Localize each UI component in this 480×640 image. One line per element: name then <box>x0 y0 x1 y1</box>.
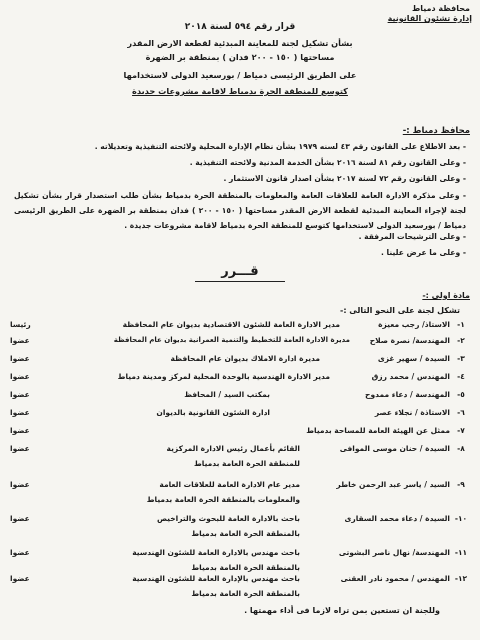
decree-heading: قـــرر <box>221 264 259 279</box>
member-role: رئيسا <box>10 320 31 329</box>
member-number: ١- <box>457 320 465 329</box>
governor-heading: محافظ دمياط :- <box>402 126 470 136</box>
preamble-item-4: - وعلى مذكرة الادارة العامة للعلاقات العامة والمعلومات بالمنطقة الحرة بدمياط بشأن طلب استصدار قرار بشأن تشكيل لجنة لإجراء المعاينة المبدئية لقطعة الارض المقدر مساحتها ( ١٥٠ - ٢٠٠ ) فدان بمنطقة بر الضهرة على الطريق الرئيسى دمياط / بورسعيد الدولى لاستخدامها كتوسع للمنطقة الحرة بدمياط لاقامة مشروعات جديدة . <box>14 191 466 230</box>
member-row <box>0 574 480 606</box>
member-row <box>0 444 480 476</box>
member-position: بمكتب السيد / المحافظ <box>184 390 270 399</box>
member-position-line-2: والمعلومات بالمنطقة الحرة العامة بدمياط <box>146 495 300 504</box>
member-row <box>0 408 480 424</box>
member-number: ٢- <box>457 336 465 345</box>
member-role: عضوا <box>10 480 30 489</box>
member-position: مدير الادارة الهندسية بالوحدة المحلية لمركز ومدينة دمياط <box>117 372 330 381</box>
decree-title-line-1: بشأن تشكيل لجنة للمعاينة المبدئية لقطعة الارض المقدر <box>127 38 353 48</box>
member-role: عضوا <box>10 574 30 583</box>
member-role: عضوا <box>10 336 30 345</box>
member-role: عضوا <box>10 548 30 557</box>
decree-title-line-4: كتوسع للمنطقة الحرة بدمياط لاقامة مشروعات جديدة <box>132 86 348 96</box>
member-position: القائم بأعمال رئيس الادارة المركزية <box>166 444 300 453</box>
heading-underline <box>195 281 285 282</box>
member-role: عضوا <box>10 514 30 523</box>
member-position-line-2: للمنطقة الحرة العامة بدمياط <box>193 459 300 468</box>
member-position: باحث مهندس بالإدارة العامة للشئون الهندسية <box>132 574 300 583</box>
member-position: مديرة الادارة العامة للتخطيط والتنمية العمرانية بديوان عام المحافظة <box>113 336 350 344</box>
member-row <box>0 480 480 512</box>
member-number: ٤- <box>457 372 465 381</box>
member-number: ٨- <box>457 444 465 453</box>
member-number: ١٠- <box>454 514 468 523</box>
member-number: ٣- <box>457 354 465 363</box>
member-name: المهندسة/ نصرة صلاح <box>369 336 450 345</box>
member-row <box>0 390 480 406</box>
member-role: عضوا <box>10 390 30 399</box>
member-name: ممثل عن الهيئة العامة للمساحة بدمياط <box>306 426 450 435</box>
preamble-item-2: - وعلى القانون رقم ٨١ لسنة ٢٠١٦ بشأن الخدمة المدنية ولائحته التنفيذية . <box>189 158 466 167</box>
member-row <box>0 320 480 336</box>
decree-number: قرار رقم ٥٩٤ لسنة ٢٠١٨ <box>184 22 296 32</box>
preamble-item-3: - وعلى القانون رقم ٧٢ لسنة ٢٠١٧ بشأن اصدار قانون الاستثمار . <box>223 174 466 183</box>
member-row <box>0 514 480 546</box>
member-name: المهندس / محمود نادر العقنى <box>340 574 450 583</box>
member-position: مدير الادارة العامة للشئون الاقتصادية بديوان عام المحافظة <box>122 320 340 329</box>
article-heading: مادة اولى :- <box>422 291 470 300</box>
closing-statement: وللجنة ان تستعين بمن تراه لازما فى أداء مهمتها . <box>244 606 440 615</box>
member-number: ١٢- <box>454 574 468 583</box>
member-number: ٩- <box>457 480 465 489</box>
member-role: عضوا <box>10 354 30 363</box>
member-name: المهندسة / دعاء ممدوح <box>365 390 450 399</box>
member-name: السيدة / حنان موسى الموافى <box>339 444 450 453</box>
member-role: عضوا <box>10 408 30 417</box>
member-name: الاستاذة / نجلاء عصر <box>374 408 450 417</box>
member-position-line-2: بالمنطقة الحرة العامة بدمياط <box>191 563 300 572</box>
preamble-item-6: - وعلى ما عرض علينا . <box>381 248 466 257</box>
member-position: ادارة الشئون القانونية بالديوان <box>156 408 270 417</box>
preamble-item-5: - وعلى الترشيحات المرفقة . <box>358 232 466 241</box>
member-position-line-2: بالمنطقة الحرة العامة بدمياط <box>191 589 300 598</box>
member-name: المهندسة/ نهال ناصر البشوتى <box>338 548 450 557</box>
member-position-line-2: بالمنطقة الحرة العامة بدمياط <box>191 529 300 538</box>
decree-title-line-2: مساحتها ( ١٥٠ - ٢٠٠ فدان ) بمنطقة بر الضهرة <box>145 52 335 62</box>
member-name: السيد / ياسر عبد الرحمن خاطر <box>336 480 450 489</box>
member-number: ٧- <box>457 426 465 435</box>
decree-title-line-3: على الطريق الرئيسى دمياط / بورسعيد الدولى لاستخدامها <box>123 70 357 80</box>
member-row <box>0 354 480 370</box>
member-name: الاستاذ/ رجب معيزة <box>378 320 450 329</box>
member-row <box>0 426 480 442</box>
preamble-item-1: - بعد الاطلاع على القانون رقم ٤٣ لسنه ١٩٧٩ بشأن نظام الإدارة المحلية ولائحته التنفيذية وتعديلاته . <box>94 142 466 151</box>
member-name: السيدة / سهير غزى <box>377 354 450 363</box>
member-number: ٦- <box>457 408 465 417</box>
member-row <box>0 336 480 352</box>
department-label: إدارة تشئون القانونية <box>387 14 472 23</box>
member-role: عضوا <box>10 372 30 381</box>
member-row <box>0 372 480 388</box>
member-role: عضوا <box>10 444 30 453</box>
member-name: المهندس / محمد رزق <box>371 372 450 381</box>
member-number: ١١- <box>454 548 468 557</box>
member-role: عضوا <box>10 426 30 435</box>
member-name: السيدة / دعاء محمد السقارى <box>344 514 450 523</box>
article-intro: تشكل لجنة على النحو التالى :- <box>340 306 460 315</box>
member-position: باحث بالادارة العامة للبحوث والتراخيص <box>156 514 300 523</box>
member-position: باحث مهندس بالادارة العامة للشئون الهندسية <box>132 548 300 557</box>
governorate-label: محافظة دمياط <box>411 4 470 13</box>
member-number: ٥- <box>457 390 465 399</box>
member-position: مديرة ادارة الاملاك بديوان عام المحافظة <box>170 354 320 363</box>
member-position: مدير عام الادارة العامة للعلاقات العامة <box>159 480 300 489</box>
